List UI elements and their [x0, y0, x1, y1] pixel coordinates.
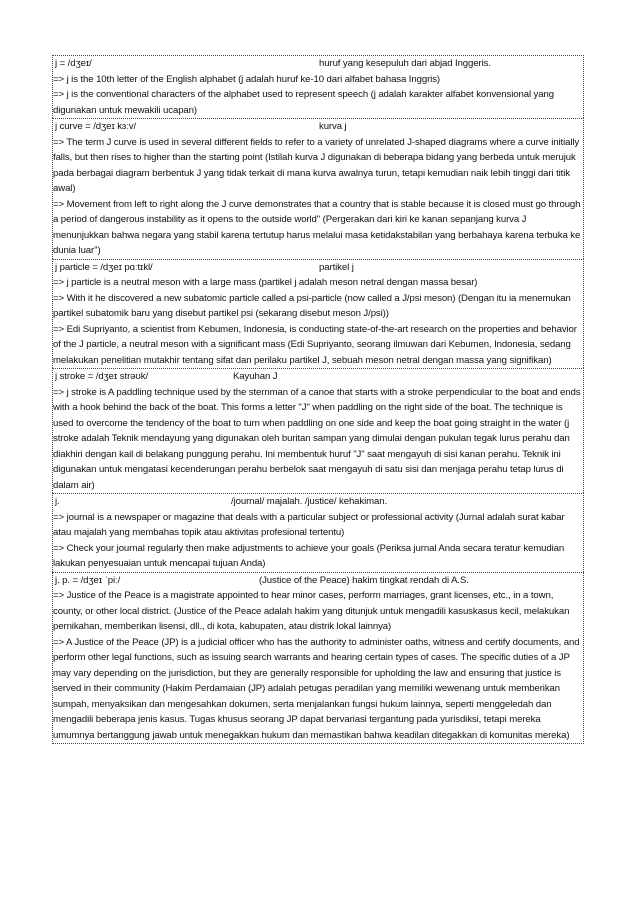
entry-j-curve [52, 118, 584, 259]
entry-term: j stroke = /dʒeɪ strəʊk/ [55, 371, 149, 382]
entry-line: => j stroke is A paddling technique used by the sternman of a canoe that starts with a stroke perpendicular to the boat and ends with a hook behind the back of the boat. This forms a letter "J" when paddling on the right side of the boat. The technique is used to overcome the tendency of the boat to turn when paddling on one side and keep the boat going straight in the water (j stroke adalah Teknik mendayung yang digunakan oleh buritan sampan yang dimulai dengan pukulan tegak lurus perahu dan diakhiri dengan kail di belakang punggung perahu. Ini membentuk huruf "J" saat mengayuh di sisi kanan perahu. Teknik ini digunakan untuk mengatasi kecenderungan perahu berbelok saat mengayuh di satu sisi dan menjaga perahu tetap lurus di dalam air) [53, 386, 581, 491]
entry-line: => j is the 10th letter of the English alphabet (j adalah huruf ke-10 dari alfabet bahasa Inggris) [53, 73, 440, 85]
entry-jp [52, 572, 584, 745]
dictionary-page [52, 55, 584, 744]
entry-j-abbrev [52, 493, 584, 572]
entry-translation: partikel j [319, 261, 354, 273]
entry-line: => With it he discovered a new subatomic particle called a psi-particle (now called a J/psi meson) (Dengan itu ia menemukan partikel subatomik baru yang disebut partikel psi (sekarang disebut meson J/psi)) [53, 292, 571, 319]
entry-line: => Movement from left to right along the J curve demonstrates that a country that is stable because it is closed must go through a period of dangerous instability as it opens to the outside world" (Pergerakan dari kiri ke kanan sepanjang kurva J menunjukkan bahwa negara yang stabil karena tertutup harus melalui masa ketidakstabilan yang berbahaya karena terbuka ke dunia luar") [53, 198, 581, 256]
entry-translation: Kayuhan J [233, 371, 278, 382]
entry-line: => Justice of the Peace is a magistrate appointed to hear minor cases, perform marriages, grant licenses, etc., in a town, county, or other local district. (Justice of the Peace adalah hakim yang ditunjuk untuk mengadili kasuskasus kecil, melakukan pernikahan, memberikan lisensi, dll., di kota, kabupaten, atau distrik lokal lainnya) [53, 590, 570, 632]
entry-header [53, 56, 583, 72]
entry-term: j curve = /dʒeɪ kɜːv/ [55, 121, 137, 132]
entry-translation: /journal/ majalah. /justice/ kehakiman. [231, 496, 388, 507]
entry-j [52, 55, 584, 118]
entry-header [53, 119, 583, 135]
entry-translation: (Justice of the Peace) hakim tingkat rendah di A.S. [259, 574, 469, 586]
entry-line: => j particle is a neutral meson with a large mass (partikel j adalah meson netral dengan massa besar) [53, 277, 478, 288]
entry-line: => The term J curve is used in several different fields to refer to a variety of unrelated J-shaped diagrams where a curve initially falls, but then rises to higher than the starting point (Istilah kurva J digunakan di beberapa bidang yang berbeda untuk merujuk pada berbagai diagram berbentuk J yang tidak terkait di mana kurva awalnya turun, tetapi kemudian naik lebih tinggi dari titik awal) [53, 136, 580, 194]
entry-j-particle [52, 259, 584, 369]
entry-header [53, 369, 583, 385]
entry-j-stroke [52, 368, 584, 493]
entry-translation: huruf yang kesepuluh dari abjad Inggeris. [319, 58, 491, 69]
entry-header [53, 260, 583, 276]
entry-line: => A Justice of the Peace (JP) is a judicial officer who has the authority to administer oaths, witness and certify documents, and perform other legal functions, such as issuing search warrants and hearing certain types of cases. The specific duties of a JP may vary depending on the jurisdiction, but they are generally responsible for upholding the law and ensuring that justice is served in their community (Hakim Perdamaian (JP) adalah petugas peradilan yang memiliki wewenang untuk memberikan sumpah, menyaksikan dan mengesahkan dokumen, serta menjalankan fungsi hukum lainnya, seperti menggeledah dan mengadili beberapa jenis kasus. Tugas khusus seorang JP dapat bervariasi tergantung pada yurisdiksi, tetapi mereka umumnya bertanggung jawab untuk menegakkan hukum dan memastikan bahwa keadilan ditegakkan di komunitas mereka) [53, 636, 580, 741]
entry-header [53, 494, 583, 510]
entry-line: => Check your journal regularly then make adjustments to achieve your goals (Periksa jurnal Anda secara teratur kemudian lakukan penyesuaian untuk mencapai tujuan Anda) [53, 542, 565, 569]
entry-header [53, 573, 583, 589]
entry-line: => journal is a newspaper or magazine that deals with a particular subject or professional activity (Jurnal adalah surat kabar atau majalah yang membahas topik atau aktivitas profesional tertentu) [53, 511, 565, 538]
entry-term: j. [55, 496, 60, 507]
entry-term: j particle = /dʒeɪ pɑːtɪkl/ [55, 261, 153, 273]
entry-line: => Edi Supriyanto, a scientist from Kebumen, Indonesia, is conducting state-of-the-art research on the properties and behavior of the J particle, a neutral meson with a significant mass (Edi Supriyanto, seorang ilmuwan dari Kebumen, Indonesia, sedang melakukan penelitian mutakhir tentang sifat dan perilaku partikel J, sebuah meson netral dengan massa yang signifikan) [53, 323, 577, 366]
entry-term: j. p. = /dʒeɪ ˈpiː/ [55, 574, 121, 586]
entry-translation: kurva j [319, 121, 347, 132]
entry-line: => j is the conventional characters of the alphabet used to represent speech (j adalah karakter alfabet konvensional yang digunakan untuk mewakili ucapan) [53, 89, 554, 116]
entry-term: j = /dʒeɪ/ [55, 58, 92, 69]
